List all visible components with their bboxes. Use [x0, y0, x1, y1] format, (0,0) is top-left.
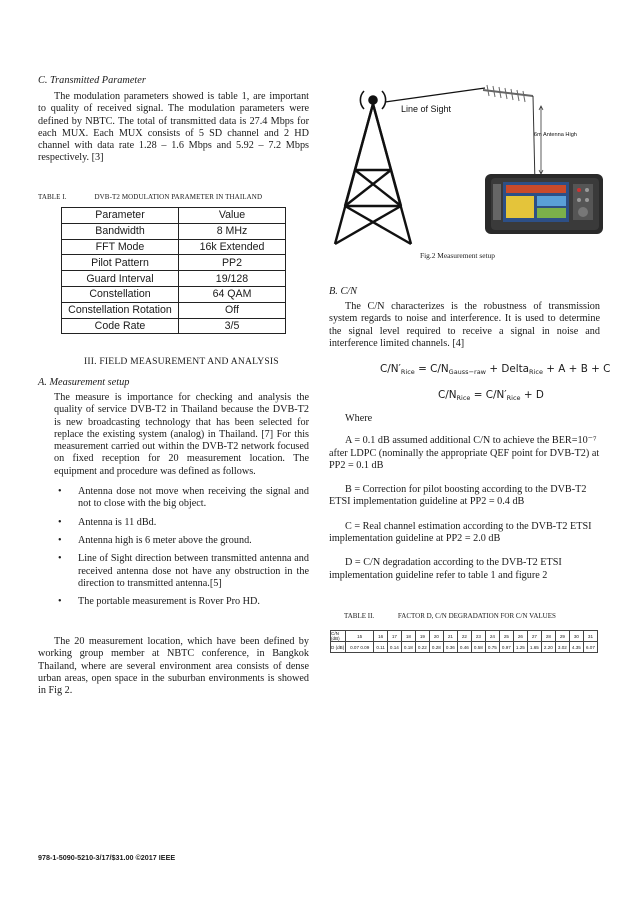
table-cell: Off — [179, 302, 286, 318]
section-c-title: C. Transmitted Parameter — [38, 75, 146, 86]
table-header-row — [62, 208, 286, 224]
table-header-cell: Parameter — [62, 208, 179, 224]
table-cell: 21 — [443, 631, 457, 642]
table-cell: PP2 — [179, 255, 286, 271]
list-item: • Line of Sight direction between transmitted antenna and received antenna dose not have any obstruction in the direction to transmitted antenna.[5] — [54, 553, 309, 590]
table-row — [62, 223, 286, 239]
section-c-body: The modulation parameters showed is table 1, are important to quality of received signal. The modulation parameters were defined by NBTC. The total of transmitted data is 27.4 Mbps for each MUX. Each MUX consists of 5 SD channel and 2 HD channel with data rate 1.28 – 1.6 Mbps and 5.92 – 7.2 Mbps respectively. [3] — [38, 91, 309, 164]
table-cell: 23 — [471, 631, 485, 642]
equation-2 — [438, 389, 544, 402]
where-label: Where — [345, 413, 373, 424]
section-a-title: A. Measurement setup — [38, 377, 130, 388]
table-cell: 3/5 — [179, 318, 286, 334]
eq1-rest: + A + B + C — [546, 363, 611, 375]
table-cell: 8 MHz — [179, 223, 286, 239]
list-item: • Antenna dose not move when receiving the signal and not to close with the big object. — [54, 486, 309, 511]
eq2-lhs: C/N — [438, 389, 457, 401]
yagi-antenna-icon — [483, 85, 533, 102]
table1-caption — [38, 193, 328, 201]
table-cell-value: 0.07 — [350, 644, 360, 650]
table-cell: 25 — [499, 631, 513, 642]
eq2-equals: = — [473, 389, 486, 401]
table-cell: 28 — [541, 631, 555, 642]
left-column — [38, 75, 309, 165]
table-cell: Constellation — [62, 286, 179, 302]
definition-d: D = C/N degradation according to the DVB-T2 ETSI implementation guideline refer to table 1 and figure 2 — [329, 557, 562, 581]
table-cell: 19 — [415, 631, 429, 642]
eq1-equals: = — [418, 363, 431, 375]
table-cell: 0.75 — [485, 642, 499, 653]
antenna-high-label: 6m Antenna High — [534, 132, 577, 138]
equation-1 — [380, 363, 610, 376]
eq1-rhs-sub: Gauss−raw — [448, 368, 486, 376]
transmission-tower-icon — [335, 104, 411, 244]
section-3-title: III. FIELD MEASUREMENT AND ANALYSIS — [84, 356, 279, 367]
table-cell: 2.20 — [541, 642, 555, 653]
table-cell: 20 — [429, 631, 443, 642]
table-row — [62, 318, 286, 334]
table-cell: 24 — [485, 631, 499, 642]
table-cell: 4.35 — [569, 642, 583, 653]
table1-label: TABLE I. — [38, 193, 67, 201]
table-row — [62, 239, 286, 255]
table-cell: 15 — [346, 631, 374, 642]
eq2-lhs-sub: Rice — [456, 394, 471, 402]
list-item: • The portable measurement is Rover Pro HD. — [54, 596, 309, 608]
table-header-cell: D (dB) — [331, 642, 346, 653]
definition-b: B = Correction for pilot boosting according to the DVB-T2 ETSI implementation guideline at PP2 = 0.4 dB — [329, 484, 587, 508]
table-cell: 22 — [457, 631, 471, 642]
table2-label: TABLE II. — [344, 612, 375, 620]
list-item: • Antenna high is 6 meter above the ground. — [54, 535, 309, 547]
table-cell: 1.65 — [527, 642, 541, 653]
table-cell: 0.36 — [443, 642, 457, 653]
table-row — [331, 631, 598, 642]
eq1-delta-sub: Rice — [529, 368, 543, 376]
table-cell — [346, 642, 374, 653]
table-row — [62, 255, 286, 271]
table-cell: Constellation Rotation — [62, 302, 179, 318]
table-cell: 19/128 — [179, 271, 286, 287]
table-cell: 6.07 — [583, 642, 597, 653]
table-cell: 3.02 — [555, 642, 569, 653]
section-b-title: B. C/N — [329, 286, 358, 297]
figure-caption: Fig.2 Measurement setup — [420, 251, 495, 260]
table-cell: Bandwidth — [62, 223, 179, 239]
table-cell: 16 — [374, 631, 388, 642]
table-row — [62, 271, 286, 287]
table-cell: Pilot Pattern — [62, 255, 179, 271]
definitions — [329, 413, 600, 582]
table-cell: 30 — [569, 631, 583, 642]
measurement-bullets — [54, 486, 309, 608]
table-cell: Guard Interval — [62, 271, 179, 287]
table-cell-value: 0.09 — [360, 644, 370, 650]
rover-meter-icon — [485, 174, 603, 234]
figure-illustration — [327, 78, 617, 248]
table-cell: 27 — [527, 631, 541, 642]
table-cell: 17 — [387, 631, 401, 642]
eq2-rest: + D — [523, 389, 544, 401]
table2-title: FACTOR D, C/N DEGRADATION FOR C/N VALUES — [397, 612, 556, 620]
eq1-lhs-sub: Rice — [400, 368, 415, 376]
eq1-delta: + Delta — [489, 363, 530, 375]
section-a-body: The measure is importance for checking and analysis the quality of service DVB-T2 in Thailand because the DVB-T2 is new broadcasting technology that has been selected for replace the existing system (analog) in Thailand. [7] For this measurement carried out within the DVB-T2 network focused on fixed reception for 20 measurement location. The equipment and procedure was defined as follows. — [54, 392, 309, 477]
table-row — [62, 302, 286, 318]
table-cell: 64 QAM — [179, 286, 286, 302]
list-item: • Antenna is 11 dBd. — [54, 517, 309, 529]
eq1-lhs: C/N′ — [380, 363, 401, 375]
table1-title: DVB-T2 MODULATION PARAMETER IN THAILAND — [94, 193, 263, 201]
table-cell: FFT Mode — [62, 239, 179, 255]
section-b-body: The C/N characterizes is the robustness of transmission system regards to noise and interference. It is used to determine the signal level required to receive a signal in noise and interference limited channels. [4] — [329, 301, 600, 349]
table-cell: 0.58 — [471, 642, 485, 653]
table-cell: 0.14 — [387, 642, 401, 653]
table-cell: 0.46 — [457, 642, 471, 653]
section-b — [329, 286, 600, 350]
table-cell: 0.22 — [415, 642, 429, 653]
eq2-rhs-sub: Rice — [506, 394, 521, 402]
table-cell: 1.25 — [513, 642, 527, 653]
table-row — [331, 642, 598, 653]
eq2-rhs: C/N′ — [485, 389, 507, 401]
table-row — [62, 286, 286, 302]
measurement-setup-figure — [327, 78, 617, 248]
table-cell: 0.18 — [401, 642, 415, 653]
table2 — [330, 630, 598, 653]
table-cell: 16k Extended — [179, 239, 286, 255]
table-cell: 31 — [583, 631, 597, 642]
closing-paragraph: The 20 measurement location, which have been defined by working group member at NBTC conference, in Bangkok Thailand, where are several environment area consists of dense urban areas, open space in the suburban environments is showed in Fig 2. — [38, 636, 309, 697]
footer-copyright: 978-1-5090-5210-3/17/$31.00 ©2017 IEEE — [38, 853, 176, 862]
table-cell: 0.28 — [429, 642, 443, 653]
table-cell: 18 — [401, 631, 415, 642]
table-cell: 26 — [513, 631, 527, 642]
line-of-sight-label: Line of Sight — [401, 104, 452, 114]
definition-a: A = 0.1 dB assumed additional C/N to achieve the BER=10⁻⁷ after LDPC (nominally the appropriate QEF point for DVB-T2) at PP2 = 0.1 dB — [329, 435, 600, 471]
table-cell: Code Rate — [62, 318, 179, 334]
table-header-cell: Value — [179, 208, 286, 224]
eq1-rhs: C/N — [430, 363, 449, 375]
table-cell: 0.97 — [499, 642, 513, 653]
table1 — [61, 207, 286, 334]
table2-caption — [344, 612, 556, 620]
section-a — [38, 377, 309, 614]
definition-c: C = Real channel estimation according to the DVB-T2 ETSI implementation guideline at PP2 = 2.0 dB — [329, 520, 592, 545]
table-cell: 0.11 — [374, 642, 388, 653]
table-header-cell: C/N (dB) — [331, 631, 346, 642]
table-cell: 29 — [555, 631, 569, 642]
